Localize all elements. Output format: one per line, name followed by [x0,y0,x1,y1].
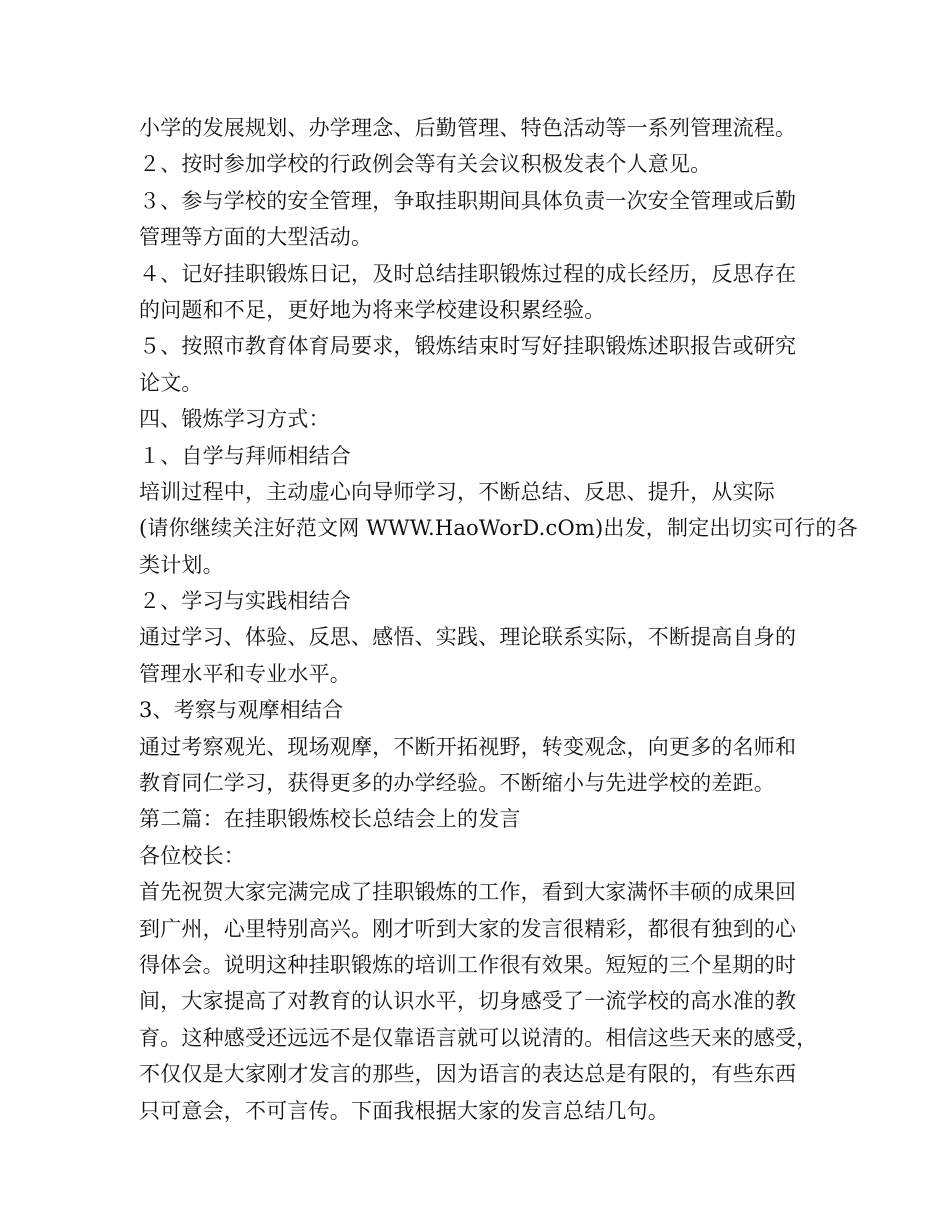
text-line: 的问题和不足，更好地为将来学校建设积累经验。 [139,297,606,322]
list-item-4: ４、记好挂职锻炼日记，及时总结挂职锻炼过程的成长经历，反思存在 [139,261,797,286]
text-line: 间，大家提高了对教育的认识水平，切身感受了一流学校的高水准的教 [139,989,797,1014]
text-line: 管理水平和专业水平。 [139,661,351,686]
text-line: 首先祝贺大家完满完成了挂职锻炼的工作，看到大家满怀丰硕的成果回 [139,880,797,905]
text-line: (请你继续关注好范文网 WWW.HaoWorD.cOm)出发，制定出切实可行的各 [139,516,858,541]
text-line: 教育同仁学习，获得更多的办学经验。不断缩小与先进学校的差距。 [139,771,775,796]
document-body [139,110,858,1129]
text-line: 只可意会，不可言传。下面我根据大家的发言总结几句。 [139,1098,669,1123]
text-line: 类计划。 [139,552,224,577]
text-line: 育。这种感受还远远不是仅靠语言就可以说清的。相信这些天来的感受， [139,1025,818,1050]
subheading: 3、考察与观摩相结合 [139,698,344,723]
section-heading: 四、锻炼学习方式： [139,407,330,432]
list-item-2: ２、按时参加学校的行政例会等有关会议积极发表个人意见。 [139,152,712,177]
list-item-3: ３、参与学校的安全管理，争取挂职期间具体负责一次安全管理或后勤 [139,188,797,213]
list-item-5: ５、按照市教育体育局要求，锻炼结束时写好挂职锻炼述职报告或研究 [139,334,797,359]
text-line: 通过学习、体验、反思、感悟、实践、理论联系实际，不断提高自身的 [139,625,797,650]
subheading: １、自学与拜师相结合 [139,443,351,468]
salutation: 各位校长： [139,843,245,868]
subheading: ２、学习与实践相结合 [139,589,351,614]
text-line: 管理等方面的大型活动。 [139,225,373,250]
chapter-title: 第二篇：在挂职锻炼校长总结会上的发言 [139,807,521,832]
text-line: 到广州，心里特别高兴。刚才听到大家的发言很精彩，都很有独到的心 [139,916,797,941]
text-line: 通过考察观光、现场观摩，不断开拓视野，转变观念，向更多的名师和 [139,734,797,759]
text-line: 小学的发展规划、办学理念、后勤管理、特色活动等一系列管理流程。 [139,116,797,140]
text-line: 培训过程中，主动虚心向导师学习，不断总结、反思、提升，从实际 [139,479,775,504]
text-line: 得体会。说明这种挂职锻炼的培训工作很有效果。短短的三个星期的时 [139,952,797,977]
text-line: 论文。 [139,370,203,395]
text-line: 不仅仅是大家刚才发言的那些，因为语言的表达总是有限的，有些东西 [139,1062,797,1087]
